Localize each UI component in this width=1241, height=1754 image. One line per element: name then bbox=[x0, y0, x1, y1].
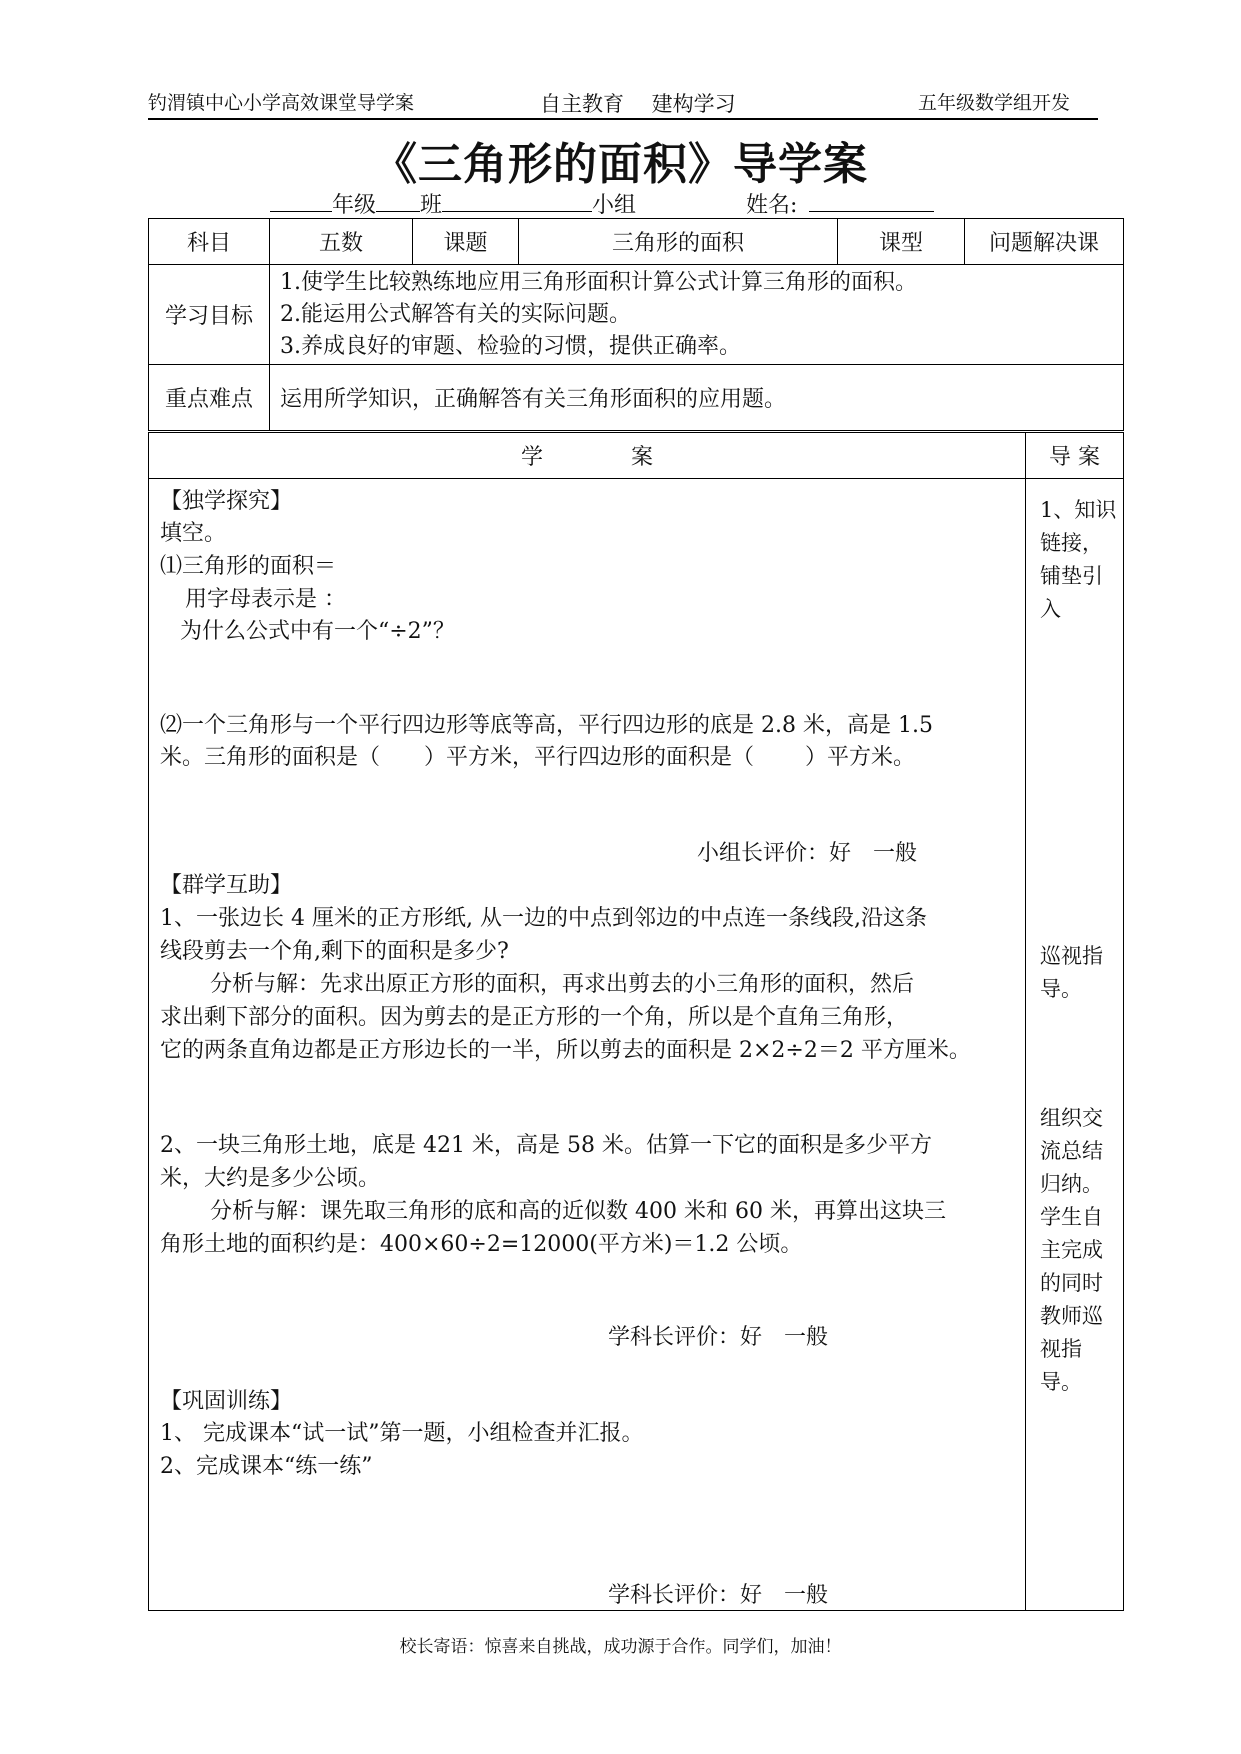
guide-line: 的同时 bbox=[1040, 1271, 1103, 1295]
text-line: 2、完成课本“练一练” bbox=[160, 1454, 373, 1479]
text-line: ⑴三角形的面积＝ bbox=[160, 554, 337, 579]
guide-column-header: 导 案 bbox=[1026, 433, 1124, 479]
goal-item: 2.能运用公式解答有关的实际问题。 bbox=[280, 301, 631, 327]
text-line: 米，大约是多少公顷。 bbox=[160, 1166, 381, 1191]
text-line: 2、一块三角形土地，底是 421 米，高是 58 米。估算一下它的面积是多少平方 bbox=[160, 1133, 932, 1158]
guide-line: 链接， bbox=[1040, 531, 1103, 555]
subject-leader-evaluation: 学科长评价：好 一般 bbox=[608, 1583, 829, 1608]
guide-line: 组织交 bbox=[1040, 1106, 1103, 1130]
text-line: 1、 完成课本“试一试”第一题，小组检查并汇报。 bbox=[160, 1421, 644, 1446]
student-info-line bbox=[270, 188, 934, 219]
guide-line: 入 bbox=[1040, 597, 1061, 621]
guide-line: 视指 bbox=[1040, 1337, 1082, 1361]
group-leader-evaluation: 小组长评价：好 一般 bbox=[697, 841, 918, 866]
goal-item: 1.使学生比较熟练地应用三角形面积计算公式计算三角形的面积。 bbox=[280, 269, 917, 295]
subject-leader-evaluation: 学科长评价：好 一般 bbox=[608, 1325, 829, 1350]
text-line: 线段剪去一个角,剩下的面积是多少? bbox=[160, 939, 509, 964]
text-line: 它的两条直角边都是正方形边长的一半，所以剪去的面积是 2×2÷2＝2 平方厘米。 bbox=[160, 1038, 971, 1063]
text-line: 求出剩下部分的面积。因为剪去的是正方形的一个角，所以是个直角三角形， bbox=[160, 1005, 909, 1030]
guide-line: 1、知识 bbox=[1040, 498, 1117, 522]
guide-line: 铺垫引 bbox=[1040, 564, 1103, 588]
guide-line: 主完成 bbox=[1040, 1238, 1103, 1262]
page-title: 《三角形的面积》导学案 bbox=[373, 139, 868, 190]
name-label: 姓名: bbox=[746, 193, 798, 218]
guide-line: 导。 bbox=[1040, 1370, 1082, 1394]
section-title: 【群学互助】 bbox=[160, 873, 293, 898]
guide-note-2 bbox=[1040, 940, 1118, 1006]
guide-line: 教师巡 bbox=[1040, 1304, 1103, 1328]
goals-label: 学习目标 bbox=[149, 265, 270, 365]
key-value: 运用所学知识，正确解答有关三角形面积的应用题。 bbox=[270, 365, 1124, 431]
guide-line: 流总结 bbox=[1040, 1139, 1103, 1163]
text-line: 米。三角形的面积是（ ）平方米，平行四边形的面积是（ ）平方米。 bbox=[160, 745, 915, 770]
class-label: 班 bbox=[420, 193, 443, 218]
guide-note-3 bbox=[1040, 1102, 1118, 1399]
grade-blank[interactable] bbox=[270, 191, 332, 212]
guide-cell bbox=[1026, 479, 1124, 1611]
group-label: 小组 bbox=[592, 193, 637, 218]
section-title: 【独学探究】 bbox=[160, 489, 293, 514]
text-line: 用字母表示是 ： bbox=[185, 587, 346, 612]
text-line: 为什么公式中有一个“÷2”？ bbox=[180, 619, 455, 644]
text-line: 1、一张边长 4 厘米的正方形纸, 从一边的中点到邻边的中点连一条线段,沿这条 bbox=[160, 906, 927, 931]
class-blank[interactable] bbox=[376, 191, 420, 212]
text-line: 分析与解：课先取三角形的底和高的近似数 400 米和 60 米，再算出这块三 bbox=[210, 1199, 946, 1224]
goal-item: 3.养成良好的审题、检验的习惯，提供正确率。 bbox=[280, 333, 741, 359]
page-header bbox=[148, 88, 1098, 120]
topic-label: 课题 bbox=[413, 219, 519, 265]
header-motto: 自主教育 建构学习 bbox=[540, 92, 736, 116]
guide-line: 巡视指 bbox=[1040, 944, 1103, 968]
learn-column-header: 学 案 bbox=[149, 433, 1026, 479]
text-line: 角形土地的面积约是：400×60÷2=12000(平方米)＝1.2 公顷。 bbox=[160, 1232, 803, 1257]
subject-value: 五数 bbox=[270, 219, 413, 265]
section-title: 【巩固训练】 bbox=[160, 1389, 293, 1414]
text-line: 分析与解：先求出原正方形的面积，再求出剪去的小三角形的面积，然后 bbox=[210, 972, 915, 997]
name-blank[interactable] bbox=[809, 191, 934, 212]
text-line: ⑵一个三角形与一个平行四边形等底等高，平行四边形的底是 2.8 米，高是 1.5 bbox=[160, 713, 933, 738]
group-blank[interactable] bbox=[442, 191, 592, 212]
type-value: 问题解决课 bbox=[965, 219, 1124, 265]
guide-line: 导。 bbox=[1040, 977, 1082, 1001]
guide-note-1 bbox=[1040, 494, 1118, 626]
guide-line: 归纳。 bbox=[1040, 1172, 1103, 1196]
goals-cell bbox=[270, 265, 1124, 365]
principal-message: 校长寄语：惊喜来自挑战，成功源于合作。同学们，加油！ bbox=[399, 1637, 842, 1657]
topic-value: 三角形的面积 bbox=[519, 219, 838, 265]
key-label: 重点难点 bbox=[149, 365, 270, 431]
header-developer: 五年级数学组开发 bbox=[918, 92, 1071, 114]
guide-line: 学生自 bbox=[1040, 1205, 1103, 1229]
school-name: 钓渭镇中心小学高效课堂导学案 bbox=[148, 92, 415, 114]
meta-table bbox=[148, 218, 1124, 431]
type-label: 课型 bbox=[838, 219, 965, 265]
subject-label: 科目 bbox=[149, 219, 270, 265]
grade-label: 年级 bbox=[332, 193, 377, 218]
text-line: 填空。 bbox=[160, 521, 227, 546]
